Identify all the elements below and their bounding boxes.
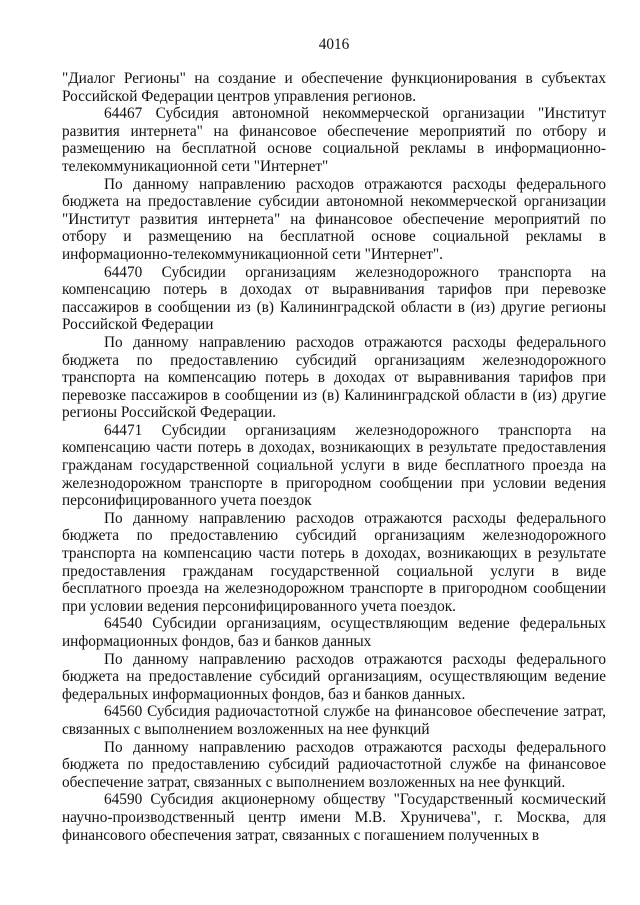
paragraph: 64560 Субсидия радиочастотной службе на финансовое обеспечение затрат, связанных с выполнением возложенных на нее функций — [62, 703, 606, 738]
paragraph: По данному направлению расходов отражаются расходы федерального бюджета по предоставлению субсидий организациям железнодорожного транспорта на компенсацию потерь в доходах от выравнивания тарифов при перевозке пассажиров в сообщении из (в) Калининградской области в (из) другие регионы Российской Федерации. — [62, 333, 606, 422]
paragraph: 64467 Субсидия автономной некоммерческой организации "Институт развития интернета" на финансовое обеспечение мероприятий по отбору и размещению на бесплатной основе социальной рекламы в информационно-телекоммуникационной сети "Интернет" — [62, 105, 606, 175]
paragraph: 64590 Субсидия акционерному обществу "Государственный космический научно-производственный центр имени М.В. Хруничева", г. Москва, для финансового обеспечения затрат, связанных с погашением полученных в — [62, 791, 606, 844]
paragraph: 64540 Субсидии организациям, осуществляющим ведение федеральных информационных фондов, баз и банков данных — [62, 615, 606, 650]
paragraph: 64471 Субсидии организациям железнодорожного транспорта на компенсацию части потерь в доходах, возникающих в результате предоставления гражданам государственной социальной услуги в виде бесплатного проезда на железнодорожном транспорте в пригородном сообщении при условии ведения персонифицированного учета поездок — [62, 421, 606, 510]
paragraph: 64470 Субсидии организациям железнодорожного транспорта на компенсацию потерь в доходах от выравнивания тарифов при перевозке пассажиров в сообщении из (в) Калининградской области в (из) другие регионы Российской Федерации — [62, 263, 606, 334]
paragraph: По данному направлению расходов отражаются расходы федерального бюджета по предоставлению субсидий организациям железнодорожного транспорта на компенсацию части потерь в доходах, возникающих в результате предоставления гражданам государственной социальной услуги в виде бесплатного проезда на железнодорожном транспорте в пригородном сообщении при условии ведения персонифицированного учета поездок. — [62, 509, 606, 615]
page-number: 4016 — [318, 36, 350, 53]
paragraph: По данному направлению расходов отражаются расходы федерального бюджета на предоставление субсидии автономной некоммерческой организации "Институт развития интернета" на финансовое обеспечение мероприятий по отбору и размещению на бесплатной основе социальной рекламы в информационно-телекоммуникационной сети "Интернет". — [62, 175, 606, 263]
paragraph: По данному направлению расходов отражаются расходы федерального бюджета на предоставление субсидий организациям, осуществляющим ведение федеральных информационных фондов, баз и банков данных. — [62, 650, 606, 703]
document-body — [62, 70, 606, 844]
paragraph: "Диалог Регионы" на создание и обеспечение функционирования в субъектах Российской Федерации центров управления регионов. — [62, 70, 606, 105]
paragraph: По данному направлению расходов отражаются расходы федерального бюджета по предоставлению субсидий радиочастотной службе на финансовое обеспечение затрат, связанных с выполнением возложенных на нее функций. — [62, 738, 606, 791]
